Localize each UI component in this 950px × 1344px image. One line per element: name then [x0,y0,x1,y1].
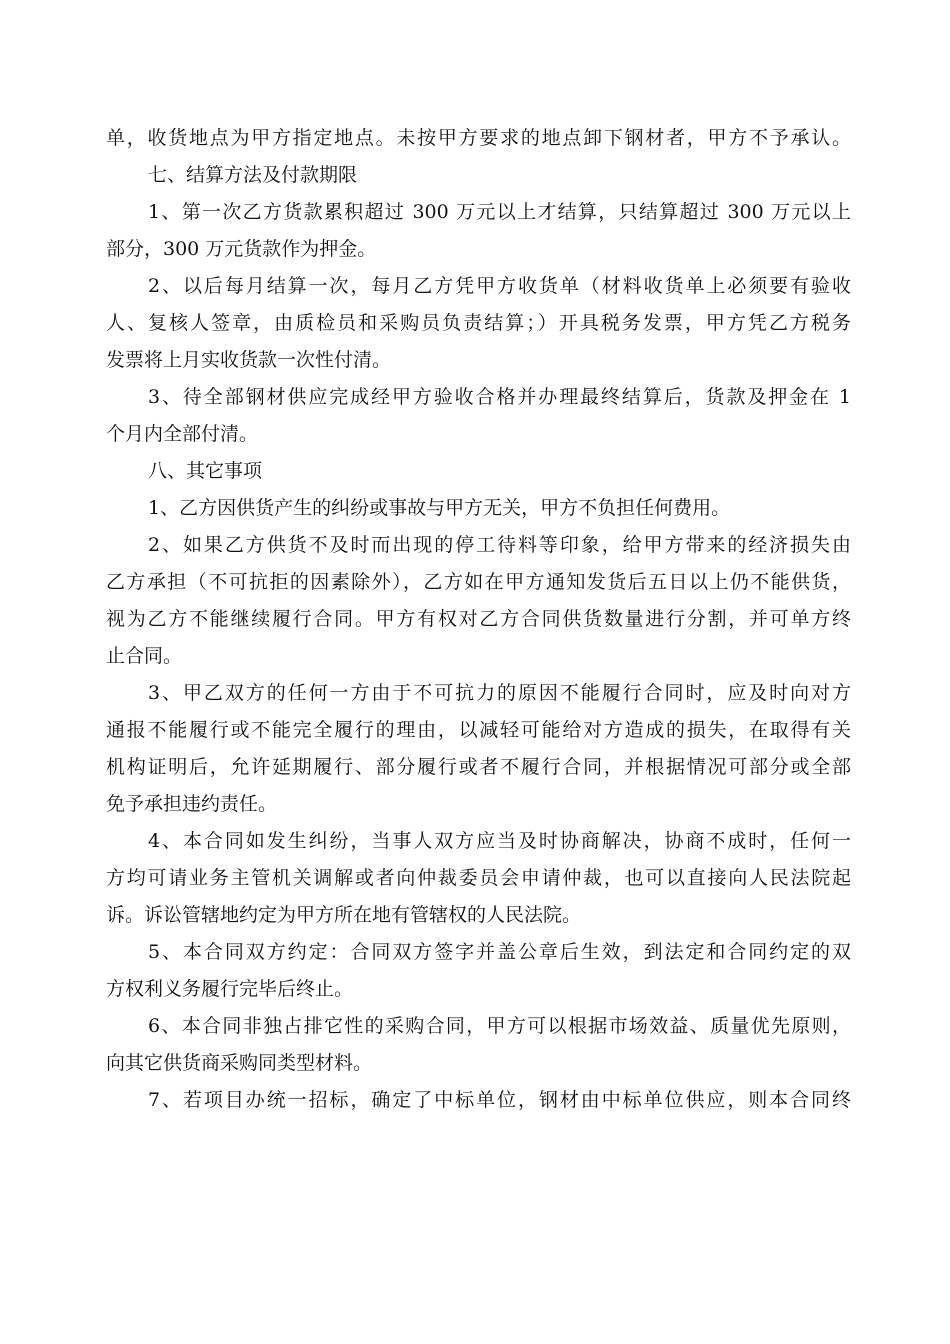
paragraph-line: 诉。诉讼管辖地约定为甲方所在地有管辖权的人民法院。 [106,904,582,926]
paragraph-line: 视为乙方不能继续履行合同。甲方有权对乙方合同供货数量进行分割，并可单方终 [106,608,851,630]
document-body [106,124,851,1123]
paragraph-line: 向其它供货商采购同类型材料。 [106,1052,373,1074]
paragraph-line: 部分，300 万元货款作为押金。 [106,238,377,260]
paragraph-line: 方权利义务履行完毕后终止。 [106,978,354,1000]
paragraph-line: 免予承担违约责任。 [106,793,278,815]
paragraph-line: 1、第一次乙方货款累积超过 300 万元以上才结算，只结算超过 300 万元以上 [148,201,851,223]
paragraph-line: 单，收货地点为甲方指定地点。未按甲方要求的地点卸下钢材者，甲方不予承认。 [106,127,851,149]
paragraph-line: 发票将上月实收货款一次性付清。 [106,349,392,371]
paragraph-line: 乙方承担（不可抗拒的因素除外），乙方如在甲方通知发货后五日以上仍不能供货， [106,571,851,593]
paragraph-line: 1、乙方因供货产生的纠纷或事故与甲方无关，甲方不负担任何费用。 [148,497,731,519]
paragraph-line: 机构证明后，允许延期履行、部分履行或者不履行合同，并根据情况可部分或全部 [106,756,851,778]
section-heading-7: 七、结算方法及付款期限 [148,164,358,186]
paragraph-line: 通报不能履行或不能完全履行的理由，以减轻可能给对方造成的损失，在取得有关 [106,719,851,741]
paragraph-line: 6、本合同非独占排它性的采购合同，甲方可以根据市场效益、质量优先原则， [148,1015,851,1037]
paragraph-line: 方均可请业务主管机关调解或者向仲裁委员会申请仲裁，也可以直接向人民法院起 [106,867,851,889]
paragraph-line: 3、待全部钢材供应完成经甲方验收合格并办理最终结算后，货款及押金在 1 [148,386,851,408]
paragraph-line: 7、若项目办统一招标，确定了中标单位，钢材由中标单位供应，则本合同终 [148,1089,851,1111]
paragraph-line: 人、复核人签章，由质检员和采购员负责结算；）开具税务发票，甲方凭乙方税务 [106,312,851,334]
paragraph-line: 4、本合同如发生纠纷，当事人双方应当及时协商解决，协商不成时，任何一 [148,830,851,852]
paragraph-line: 2、如果乙方供货不及时而出现的停工待料等印象，给甲方带来的经济损失由 [148,534,851,556]
paragraph-line: 止合同。 [106,645,183,667]
paragraph-line: 5、本合同双方约定：合同双方签字并盖公章后生效，到法定和合同约定的双 [148,941,851,963]
paragraph-line: 2、以后每月结算一次，每月乙方凭甲方收货单（材料收货单上必须要有验收 [148,275,851,297]
paragraph-line: 个月内全部付清。 [106,423,259,445]
paragraph-line: 3、甲乙双方的任何一方由于不可抗力的原因不能履行合同时，应及时向对方 [148,682,851,704]
section-heading-8: 八、其它事项 [148,460,263,482]
